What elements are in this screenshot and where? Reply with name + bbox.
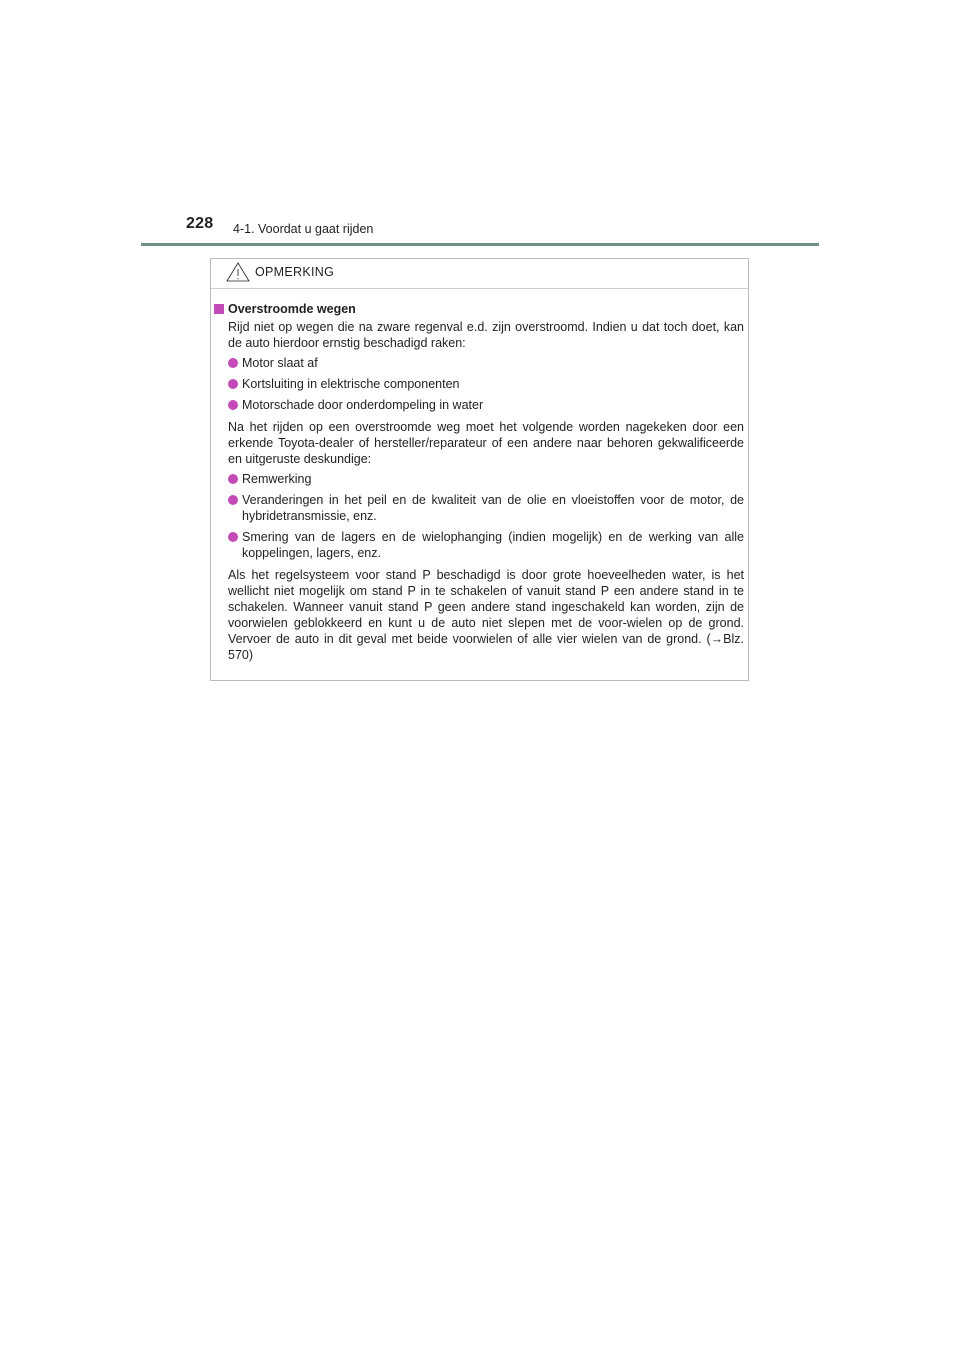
closing-paragraph: Als het regelsysteem voor stand P beschadigd is door grote hoeveelheden water, is het wellicht niet mogelijk om stand P in te schakelen of vanuit stand P een andere stand in te schakelen. Wanneer vanuit stand P geen andere stand ingeschakeld kan worden, zijn de voorwielen geblokkeerd en kunt u de auto niet slepen met de voor-wielen op de grond. Vervoer de auto in dit geval met beide voorwielen of alle vier wielen van de grond. (→Blz. 570) <box>228 568 744 662</box>
list-item-text: Remwerking <box>242 472 312 486</box>
notice-label: OPMERKING <box>255 265 335 279</box>
bullet-dot-icon <box>228 379 238 389</box>
list-item-text: Motor slaat af <box>242 356 318 370</box>
notice-box <box>210 258 749 681</box>
list-item <box>228 355 744 371</box>
list-item <box>228 492 744 524</box>
list-item-text: Smering van de lagers en de wielophanging (indien mogelijk) en de werking van alle koppelingen, lagers, enz. <box>242 530 744 560</box>
sub-heading <box>211 301 750 317</box>
warning-triangle-icon <box>226 262 250 282</box>
list-item-text: Motorschade door onderdompeling in water <box>242 398 484 412</box>
bullet-dot-icon <box>228 474 238 484</box>
square-bullet-icon <box>214 304 224 314</box>
sub-heading-text: Overstroomde wegen <box>228 302 356 316</box>
notice-header <box>211 259 748 289</box>
intro-paragraph: Rijd niet op wegen die na zware regenval e.d. zijn overstroomd. Indien u dat toch doet, kan de auto hierdoor ernstig beschadigd raken: <box>228 320 744 350</box>
list-item <box>228 471 744 487</box>
list-item <box>228 397 744 413</box>
page-number: 228 <box>186 215 214 232</box>
section-title: 4-1. Voordat u gaat rijden <box>233 222 374 236</box>
list-item <box>228 376 744 392</box>
header-rule <box>141 243 819 246</box>
notice-body <box>211 301 750 663</box>
bullet-dot-icon <box>228 400 238 410</box>
bullet-dot-icon <box>228 532 238 542</box>
bullet-dot-icon <box>228 495 238 505</box>
list-item-text: Kortsluiting in elektrische componenten <box>242 377 460 391</box>
list-item-text: Veranderingen in het peil en de kwaliteit van de olie en vloeistoffen voor de motor, de hybridetransmissie, enz. <box>242 493 744 523</box>
bullet-dot-icon <box>228 358 238 368</box>
check-intro-paragraph: Na het rijden op een overstroomde weg moet het volgende worden nagekeken door een erkende Toyota-dealer of hersteller/reparateur of een andere naar behoren gekwalificeerde en uitgeruste deskundige: <box>228 420 744 466</box>
list-item <box>228 529 744 561</box>
